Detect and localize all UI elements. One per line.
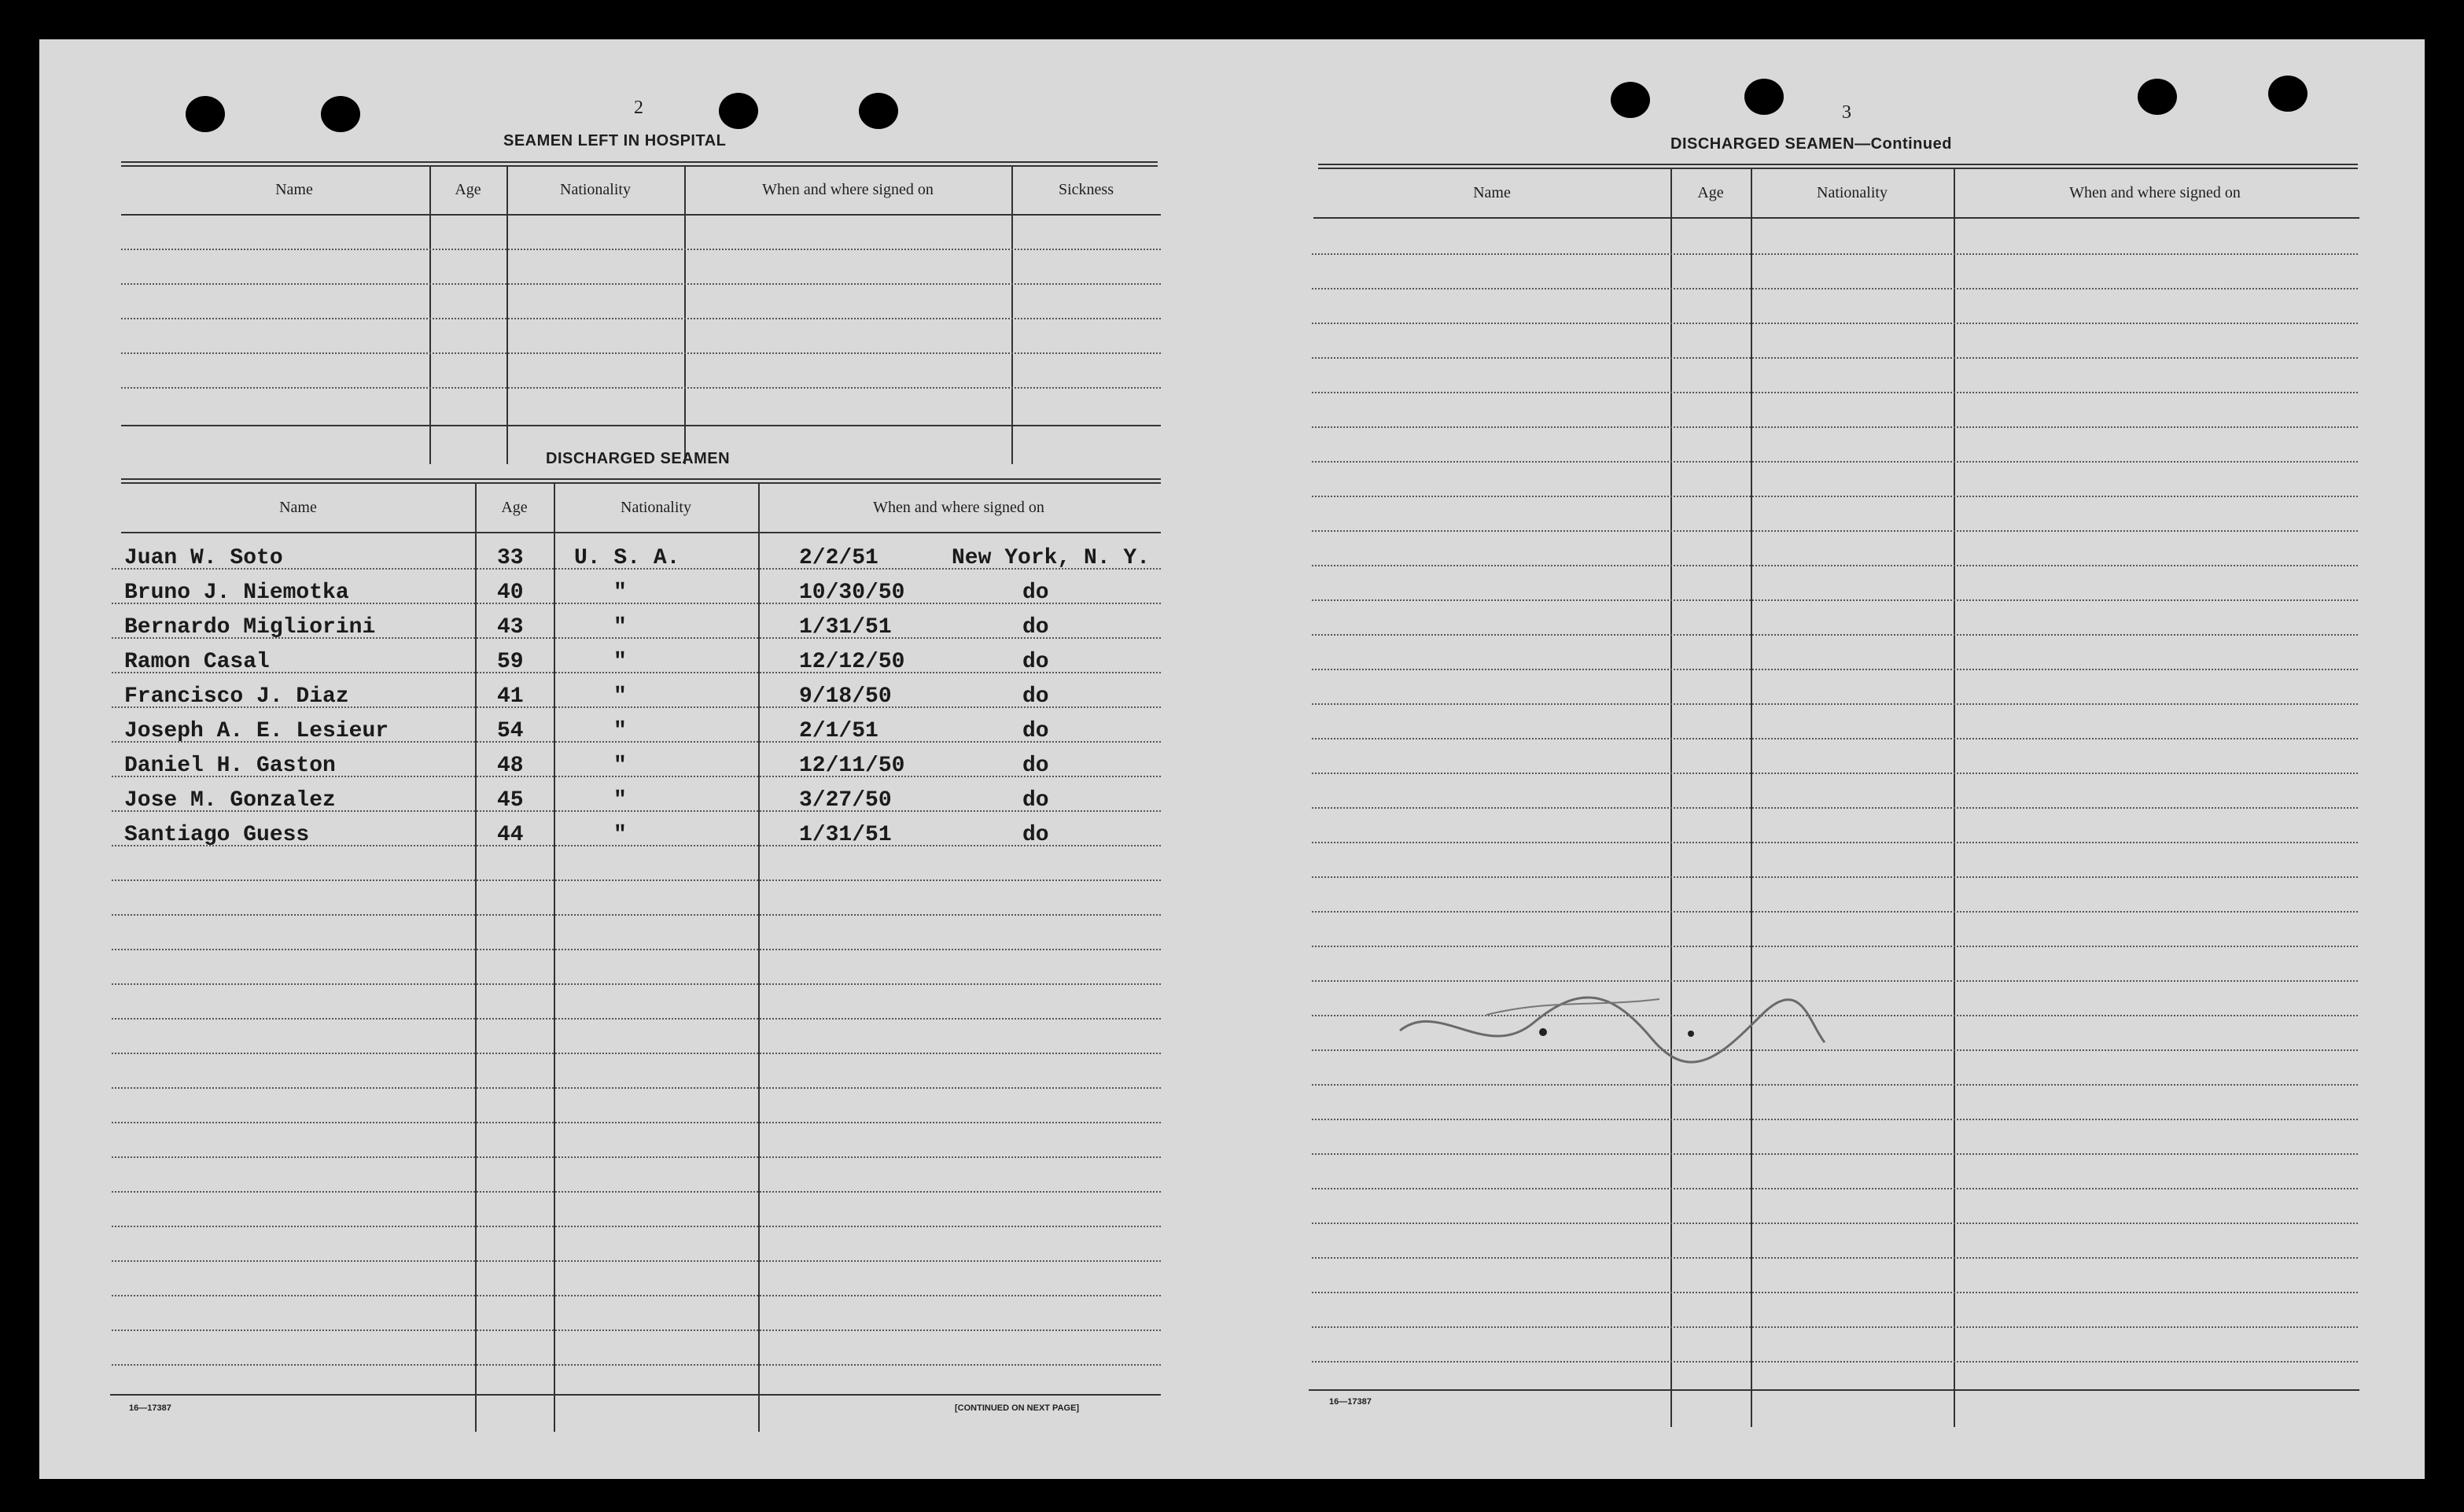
ruled-line — [121, 352, 1161, 354]
hospital-section-title: SEAMEN LEFT IN HOSPITAL — [503, 132, 727, 149]
ruled-line — [1312, 946, 2358, 947]
entry-signed-place: do — [1022, 684, 1049, 709]
ruled-line — [1312, 323, 2358, 324]
ruled-line — [112, 949, 1161, 950]
hospital-col-divider — [506, 165, 508, 464]
form-number-left: 16—17387 — [129, 1403, 171, 1413]
entry-signed-date: 3/27/50 — [799, 788, 892, 813]
discharged-col-divider — [554, 483, 555, 1432]
entry-signed-date: 1/31/51 — [799, 615, 892, 640]
hospital-bottom-rule — [121, 425, 1161, 426]
ruled-line — [121, 283, 1161, 285]
entry-age: 44 — [497, 823, 524, 847]
ruled-line — [1312, 876, 2358, 878]
ruled-line — [112, 880, 1161, 881]
ruled-line — [112, 1295, 1161, 1296]
entry-nationality: " — [613, 615, 627, 640]
ruled-line — [112, 1226, 1161, 1227]
ruled-line — [1312, 461, 2358, 463]
entry-nationality: " — [613, 719, 627, 743]
hospital-header-name: Name — [275, 181, 313, 198]
right-section-title — [1670, 135, 1952, 153]
document-sheet — [39, 39, 2425, 1479]
discharged-header-signed-on: When and where signed on — [873, 499, 1044, 516]
hospital-header-signed-on: When and where signed on — [762, 181, 934, 198]
ruled-line — [112, 1364, 1161, 1366]
ruled-line — [1312, 1153, 2358, 1155]
entry-name: Bernardo Migliorini — [124, 615, 376, 640]
entry-age: 54 — [497, 719, 524, 743]
entry-name: Bruno J. Niemotka — [124, 581, 349, 605]
ruled-line — [1312, 703, 2358, 705]
ruled-line — [112, 914, 1161, 916]
entry-signed-date: 9/18/50 — [799, 684, 892, 709]
punch-hole — [1611, 82, 1650, 118]
ruled-line — [112, 983, 1161, 985]
entry-signed-date: 2/2/51 — [799, 546, 878, 570]
entry-signed-place: New York, N. Y. — [952, 546, 1151, 570]
punch-hole — [186, 96, 225, 132]
ruled-line — [1312, 669, 2358, 670]
entry-signed-date: 10/30/50 — [799, 581, 905, 605]
punch-hole — [719, 93, 758, 129]
ruled-line — [1312, 288, 2358, 289]
entry-age: 45 — [497, 788, 524, 813]
ruled-line — [112, 1018, 1161, 1020]
entry-signed-date: 1/31/51 — [799, 823, 892, 847]
punch-hole — [859, 93, 898, 129]
entry-signed-place: do — [1022, 615, 1049, 640]
ruled-line — [1312, 1326, 2358, 1328]
ruled-line — [1312, 842, 2358, 843]
ruled-line — [1312, 599, 2358, 601]
ruled-line — [112, 1191, 1161, 1193]
ruled-line — [1312, 1119, 2358, 1120]
ruled-line — [1312, 357, 2358, 359]
right-title-continued: —Continued — [1854, 135, 1952, 153]
right-title-main: DISCHARGED SEAMEN — [1670, 135, 1855, 153]
hospital-header-bottom-rule — [121, 214, 1161, 216]
hospital-header-nationality: Nationality — [560, 181, 631, 198]
entry-nationality: " — [613, 823, 627, 847]
ruled-line — [1312, 738, 2358, 739]
ruled-line — [112, 1053, 1161, 1054]
entry-age: 33 — [497, 546, 524, 570]
entry-age: 59 — [497, 650, 524, 674]
ruled-line — [1312, 1188, 2358, 1189]
entry-signed-place: do — [1022, 719, 1049, 743]
entry-signed-place: do — [1022, 581, 1049, 605]
entry-signed-place: do — [1022, 788, 1049, 813]
ruled-line — [121, 387, 1161, 389]
entry-signed-date: 12/11/50 — [799, 754, 905, 778]
discharged-col-divider — [758, 483, 760, 1432]
right-header-age: Age — [1697, 184, 1724, 201]
ruled-line — [1312, 392, 2358, 393]
ruled-line — [112, 1260, 1161, 1262]
ruled-line — [1312, 1223, 2358, 1224]
continued-note: [CONTINUED ON NEXT PAGE] — [955, 1403, 1080, 1413]
page-number-left: 2 — [634, 98, 643, 118]
entry-name: Juan W. Soto — [124, 546, 283, 570]
discharged-section-title: DISCHARGED SEAMEN — [546, 450, 731, 467]
entry-signed-place: do — [1022, 650, 1049, 674]
discharged-bottom-rule — [110, 1394, 1161, 1396]
entry-nationality: " — [613, 650, 627, 674]
entry-nationality: " — [613, 788, 627, 813]
punch-hole — [2138, 79, 2177, 115]
ruled-line — [1312, 1257, 2358, 1259]
signature-scribble — [1392, 968, 1832, 1093]
ruled-line — [1312, 1292, 2358, 1293]
ruled-line — [121, 318, 1161, 319]
ruled-line — [121, 249, 1161, 250]
entry-name: Santiago Guess — [124, 823, 310, 847]
discharged-header-nationality: Nationality — [621, 499, 691, 516]
ruled-line — [1312, 1361, 2358, 1363]
ruled-line — [112, 1122, 1161, 1123]
entry-name: Daniel H. Gaston — [124, 754, 336, 778]
entry-signed-place: do — [1022, 754, 1049, 778]
right-bottom-rule — [1309, 1389, 2359, 1391]
entry-age: 48 — [497, 754, 524, 778]
hospital-header-sickness: Sickness — [1059, 181, 1114, 198]
ruled-line — [1312, 807, 2358, 809]
ruled-line — [1312, 253, 2358, 255]
ruled-line — [112, 1087, 1161, 1089]
entry-nationality: U. S. A. — [574, 546, 680, 570]
ruled-line — [112, 1156, 1161, 1158]
right-header-nationality: Nationality — [1817, 184, 1888, 201]
ruled-line — [1312, 773, 2358, 774]
punch-hole — [321, 96, 360, 132]
discharged-header-top-rule — [121, 478, 1161, 484]
entry-age: 40 — [497, 581, 524, 605]
discharged-header-age: Age — [501, 499, 528, 516]
entry-name: Jose M. Gonzalez — [124, 788, 336, 813]
entry-name: Francisco J. Diaz — [124, 684, 349, 709]
discharged-col-divider — [475, 483, 477, 1432]
entry-signed-place: do — [1022, 823, 1049, 847]
page-number-right: 3 — [1842, 102, 1851, 123]
entry-nationality: " — [613, 581, 627, 605]
hospital-header-top-rule — [121, 161, 1158, 167]
entry-age: 43 — [497, 615, 524, 640]
ruled-line — [1312, 530, 2358, 532]
ruled-line — [1312, 496, 2358, 497]
entry-name: Ramon Casal — [124, 650, 270, 674]
hospital-col-divider — [684, 165, 686, 464]
entry-age: 41 — [497, 684, 524, 709]
ruled-line — [1312, 911, 2358, 913]
hospital-header-age: Age — [455, 181, 481, 198]
hospital-col-divider — [429, 165, 431, 464]
entry-nationality: " — [613, 684, 627, 709]
ruled-line — [1312, 565, 2358, 566]
ruled-line — [1312, 426, 2358, 428]
ruled-line — [112, 1329, 1161, 1331]
punch-hole — [2268, 76, 2307, 112]
right-header-signed-on: When and where signed on — [2069, 184, 2241, 201]
entry-nationality: " — [613, 754, 627, 778]
form-number-right: 16—17387 — [1329, 1397, 1372, 1407]
right-header-name: Name — [1473, 184, 1511, 201]
entry-name: Joseph A. E. Lesieur — [124, 719, 389, 743]
discharged-header-name: Name — [279, 499, 317, 516]
discharged-header-bottom-rule — [121, 532, 1161, 533]
right-header-bottom-rule — [1313, 217, 2359, 219]
right-header-top-rule — [1318, 164, 2358, 169]
entry-signed-date: 12/12/50 — [799, 650, 905, 674]
entry-signed-date: 2/1/51 — [799, 719, 878, 743]
punch-hole — [1744, 79, 1784, 115]
hospital-col-divider — [1011, 165, 1013, 464]
ruled-line — [1312, 634, 2358, 636]
